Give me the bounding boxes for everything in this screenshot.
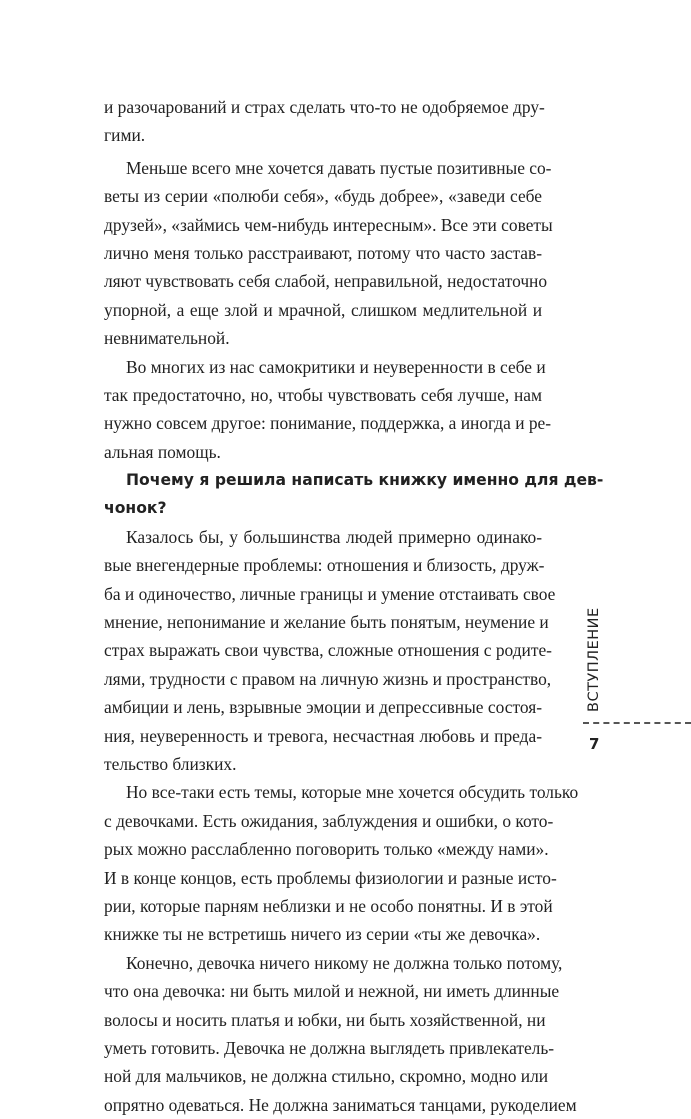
text-line: Меньше всего мне хочется давать пустые позитивные со- bbox=[126, 157, 552, 178]
text-line: страх выражать свои чувства, сложные отношения с родите- bbox=[104, 640, 552, 661]
text-line: гими. bbox=[104, 125, 146, 146]
text-line: невнимательной. bbox=[104, 328, 230, 349]
text-line: лями, трудности с правом на личную жизнь и пространство, bbox=[104, 668, 552, 689]
text-line: рии, которые парням неблизки и не особо понятны. И в этой bbox=[104, 895, 553, 916]
text-line: уметь готовить. Девочка не должна выглядеть привлекатель- bbox=[104, 1037, 555, 1058]
text-line: лично меня только расстраивают, потому что часто застав- bbox=[104, 242, 542, 263]
section-heading: Почему я решила написать книжку именно для дев- bbox=[126, 471, 604, 490]
text-line: так предостаточно, но, чтобы чувствовать себя лучше, нам bbox=[104, 384, 542, 405]
text-line: ной для мальчиков, не должна стильно, скромно, модно или bbox=[104, 1066, 549, 1087]
section-heading: чонок? bbox=[104, 499, 167, 518]
text-line: тельство близких. bbox=[104, 753, 237, 774]
text-line: ба и одиночество, личные границы и умение отстаивать свое bbox=[104, 583, 556, 604]
dashed-divider bbox=[583, 722, 691, 724]
text-line: что она девочка: ни быть милой и нежной, ни иметь длинные bbox=[104, 981, 560, 1002]
text-line: Конечно, девочка ничего никому не должна только потому, bbox=[126, 952, 563, 973]
text-line: нужно совсем другое: понимание, поддержка, а иногда и ре- bbox=[104, 413, 552, 434]
text-line: книжке ты не встретишь ничего из серии «ты же девочка». bbox=[104, 924, 541, 945]
text-line: опрятно одеваться. Не должна заниматься танцами, рукоделием bbox=[104, 1094, 577, 1115]
text-line: и разочарований и страх сделать что-то не одобряемое дру- bbox=[104, 97, 545, 117]
chapter-side-title: ВСТУПЛЕНИЕ bbox=[586, 607, 602, 712]
text-line: ляют чувствовать себя слабой, неправильной, недостаточно bbox=[104, 271, 548, 292]
text-line: рых можно расслабленно поговорить только «между нами». bbox=[104, 839, 549, 860]
text-line: упорной, а еще злой и мрачной, слишком медлительной и bbox=[104, 299, 542, 320]
text-line: вые внегендерные проблемы: отношения и близость, друж- bbox=[104, 555, 545, 576]
text-line: Но все-таки есть темы, которые мне хочется обсудить только bbox=[126, 782, 579, 803]
text-line: Казалось бы, у большинства людей примерно одинако- bbox=[126, 526, 542, 547]
text-line: мнение, непонимание и желание быть понятым, неумение и bbox=[104, 612, 549, 633]
text-line: веты из серии «полюби себя», «будь добрее», «заведи себе bbox=[104, 186, 542, 207]
text-line: И в конце концов, есть проблемы физиологии и разные исто- bbox=[104, 867, 557, 888]
text-line: друзей», «займись чем-нибудь интересным». Все эти советы bbox=[104, 214, 553, 235]
text-line: амбиции и лень, взрывные эмоции и депрессивные состоя- bbox=[104, 697, 542, 718]
page-number: 7 bbox=[589, 735, 600, 753]
text-line: альная помощь. bbox=[104, 441, 221, 462]
text-line: волосы и носить платья и юбки, ни быть хозяйственной, ни bbox=[104, 1009, 546, 1030]
text-line: Во многих из нас самокритики и неуверенности в себе и bbox=[126, 356, 546, 377]
text-line: с девочками. Есть ожидания, заблуждения и ошибки, о кото- bbox=[104, 810, 554, 831]
text-line: ния, неуверенность и тревога, несчастная любовь и преда- bbox=[104, 725, 542, 746]
